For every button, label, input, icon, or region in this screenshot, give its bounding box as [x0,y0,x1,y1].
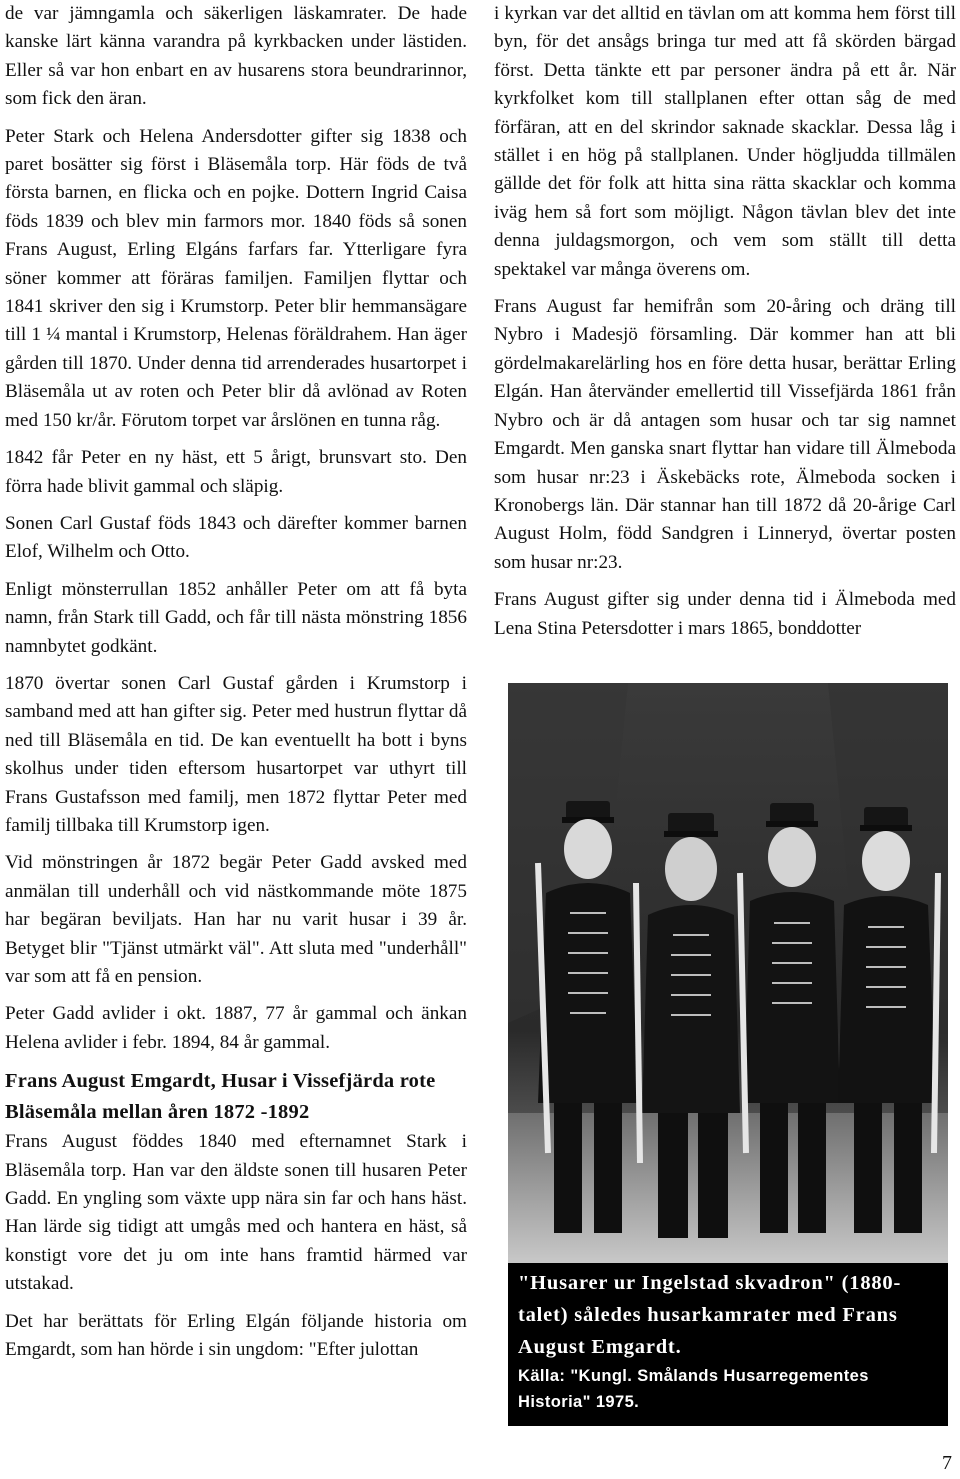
paragraph: Sonen Carl Gustaf föds 1843 och därefter kommer barnen Elof, Wilhelm och Otto. [5,512,467,563]
paragraph: 1870 övertar sonen Carl Gustaf gården i Krumstorp i samband med att han gifter sig. Peter med hustrun flyttar då ned till Bläsemåla en tid. De kan eventuellt ha bott i byns skolhus under tiden eftersom husartorpet var uthyrt till Frans Gustafsson med familj, men 1872 flyttar Peter med familj tillbaka till Krumstorp igen. [5,672,467,836]
paragraph: Vid mönstringen år 1872 begär Peter Gadd avsked med anmälan till underhåll och vid nästkommande möte 1875 har begäran beviljats. Han har nu varit husar i 39 år. Betyget blir "Tjänst utmärkt väl". Att sluta med "underhåll" var som att få en pension. [5,852,467,987]
section-heading: Frans August Emgardt, Husar i Vissefjärda rote Bläsemåla mellan åren 1872 -1892 [5,1070,436,1124]
paragraph: Peter Stark och Helena Andersdotter gifter sig 1838 och paret bosätter sig först i Bläsemåla torp. Här föds de två första barnen, en flicka och en pojke. Dottern Ingrid Caisa föds 1839 och blev min farmors mor. 1840 föds så sonen Frans August, Erling Elgáns farfars far. Ytterligare fyra söner kommer att föräras familjen. Familjen flyttar och 1841 skriver den sig i Krumstorp. Peter blir hemmansägare till 1 ¼ mantal i Krumstorp, Helenas föräldrahem. Han äger gården till 1870. Under denna tid arrenderades husartorpet i Bläsemåla ut av roten och Peter blir då avlönad av Roten med 150 kr/år. Förutom torpet var årslönen en tunna råg. [5,125,467,431]
paragraph: i kyrkan var det alltid en tävlan om att komma hem först till byn, för det ansågs bringa tur med att få skörden bärgad först. Detta tänkte ett par personer ändra på ett år. När kyrkfolket kom till stallplanen efter ottan såg de med förfäran, att en del skrindor saknade skacklar. Dessa låg i stället i en hög på stallplanen. Under högljudda tillmälen gällde det för folk att hitta sina rätta skacklar och komma iväg hem så fort som möjligt. Någon tävlan blev det inte denna juldagsmorgon, och vem som ställt till detta spektakel var många överens om. [494,3,956,280]
paragraph: Frans August gifter sig under denna tid i Älmeboda med Lena Stina Petersdotter i mars 1865, bonddotter [494,589,956,639]
photo-caption [508,1263,948,1426]
caption-source: Källa: "Kungl. Smålands Husarregementes Historia" 1975. [518,1367,869,1411]
paragraph: Frans August far hemifrån som 20-åring och dräng till Nybro i Madesjö församling. Där kommer han att bli gördelmakarelärling hos en före detta husar, berättar Erling Elgán. Han återvänder emellertid till Vissefjärda 1861 från Nybro och är då antagen som husar och tar sig namnet Emgardt. Men ganska snart flyttar han vidare till Älmeboda som husar nr:23 i Äskebäcks rote, Älmeboda socken i Kronobergs län. Där stannar han till 1872 då 20-årige Carl August Holm, född Sandgren i Linneryd, övertar posten som husar nr:23. [494,296,956,573]
caption-title: "Husarer ur Ingelstad skvadron" (1880-talet) således husarkamrater med Frans August Emgardt. [518,1272,902,1358]
paragraph: Det har berättats för Erling Elgán följande historia om Emgardt, som han hörde i sin ungdom: "Efter julottan [5,1310,467,1361]
right-column [494,0,956,652]
paragraph: Frans August föddes 1840 med efternamnet Stark i Bläsemåla torp. Han var den äldste sonen till husaren Peter Gadd. En yngling som växte upp nära sin far och hans häst. Han lärde sig tidigt att umgås med och hantera en häst, så konstigt vore det ju om inte hans framtid härmed var utstakad. [5,1131,467,1295]
paragraph: Peter Gadd avlider i okt. 1887, 77 år gammal och änkan Helena avlider i febr. 1894, 84 år gammal. [5,1003,467,1053]
left-column [5,0,467,1373]
page-number: 7 [942,1452,952,1474]
hussars-photo [508,683,948,1263]
paragraph: de var jämngamla och säkerligen läskamrater. De hade kanske lärt känna varandra på kyrkbacken under lästiden. Eller så var hon enbart en av husarens stora beundrarinnor, som fick den äran. [5,3,467,110]
paragraph: 1842 får Peter en ny häst, ett 5 årigt, brunsvart sto. Den förra hade blivit gammal och släpig. [5,447,467,497]
paragraph: Enligt mönsterrullan 1852 anhåller Peter om att få byta namn, från Stark till Gadd, och får till nästa mönstring 1856 namnbytet godkänt. [5,578,467,657]
